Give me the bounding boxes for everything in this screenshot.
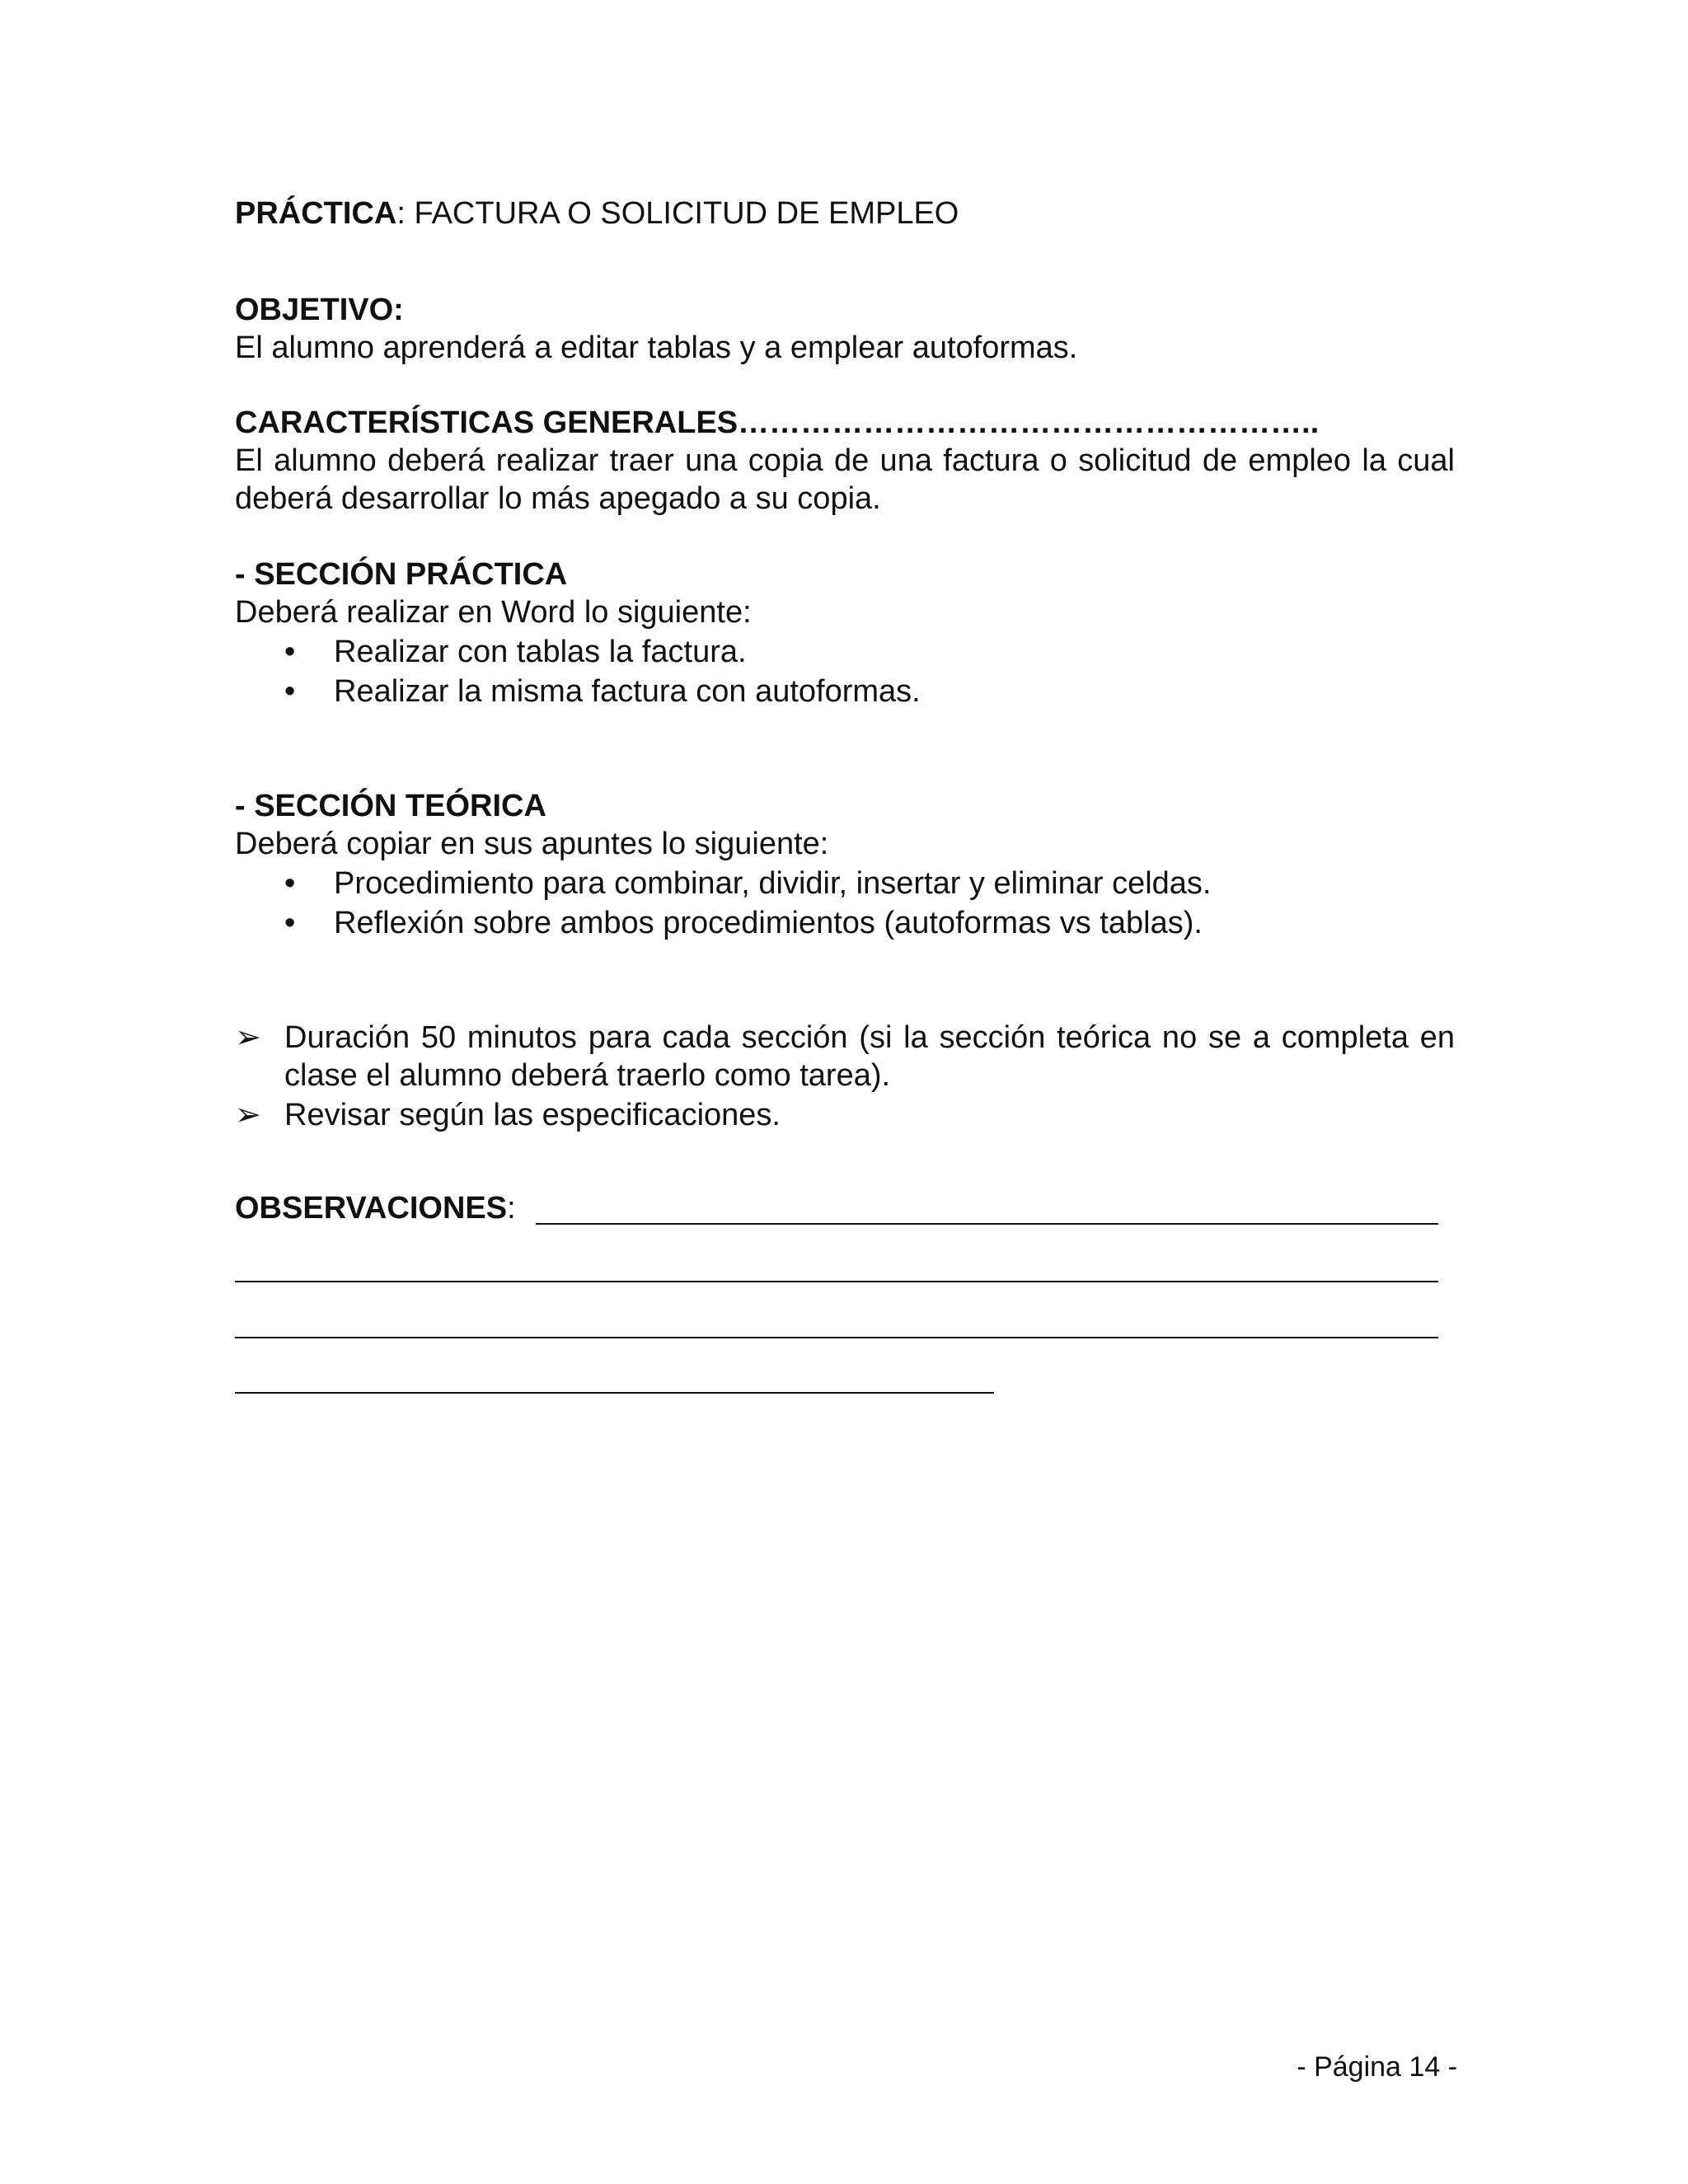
observations-label: OBSERVACIONES xyxy=(235,1191,508,1226)
list-item-text: Realizar la misma factura con autoformas. xyxy=(334,674,921,709)
practice-name: FACTURA O SOLICITUD DE EMPLEO xyxy=(414,196,959,231)
note-text: Duración 50 minutos para cada sección (si la sección teórica no se a completa en clase el alumno deberá traerlo como tarea). xyxy=(284,1020,1455,1093)
objective-text: El alumno aprenderá a editar tablas y a emplear autoformas. xyxy=(235,330,1078,365)
practice-title xyxy=(235,194,959,232)
list-item-text: Reflexión sobre ambos procedimientos (autoformas vs tablas). xyxy=(334,906,1203,940)
bullet-icon: • xyxy=(284,906,296,940)
observations-label-line xyxy=(235,1189,516,1227)
practice-label: PRÁCTICA xyxy=(235,196,397,231)
observations-line[interactable] xyxy=(235,1392,994,1394)
list-item xyxy=(284,865,1211,902)
general-characteristics-text: El alumno deberá realizar traer una copia de una factura o solicitud de empleo la cual deberá desarrollar lo más apegado a su copia. xyxy=(235,443,1455,516)
arrow-bullet-icon: ➢ xyxy=(235,1020,261,1055)
observations-separator: : xyxy=(507,1191,516,1226)
list-item xyxy=(284,904,1203,942)
bullet-icon: • xyxy=(284,866,296,901)
theory-section-heading: - SECCIÓN TEÓRICA xyxy=(235,789,546,823)
note-item xyxy=(235,1096,1455,1134)
page-number: - Página 14 - xyxy=(1296,2051,1457,2083)
list-item-text: Procedimiento para combinar, dividir, insertar y eliminar celdas. xyxy=(334,866,1212,901)
general-characteristics-heading: CARACTERÍSTICAS GENERALES……………………………………………….. xyxy=(235,405,1320,440)
objective-heading: OBJETIVO: xyxy=(235,293,404,327)
observations-line[interactable] xyxy=(235,1337,1438,1338)
bullet-icon: • xyxy=(284,635,296,669)
observations-line[interactable] xyxy=(536,1223,1438,1225)
practical-section-intro: Deberá realizar en Word lo siguiente: xyxy=(235,595,752,630)
arrow-bullet-icon: ➢ xyxy=(235,1098,261,1132)
note-item xyxy=(235,1019,1455,1094)
list-item xyxy=(284,633,747,671)
list-item-text: Realizar con tablas la factura. xyxy=(334,635,747,669)
practical-section-heading: - SECCIÓN PRÁCTICA xyxy=(235,557,568,592)
practice-separator: : xyxy=(396,196,415,231)
theory-section-intro: Deberá copiar en sus apuntes lo siguiente: xyxy=(235,827,829,861)
note-text: Revisar según las especificaciones. xyxy=(284,1098,781,1132)
bullet-icon: • xyxy=(284,674,296,709)
list-item xyxy=(284,673,921,710)
observations-line[interactable] xyxy=(235,1281,1438,1282)
